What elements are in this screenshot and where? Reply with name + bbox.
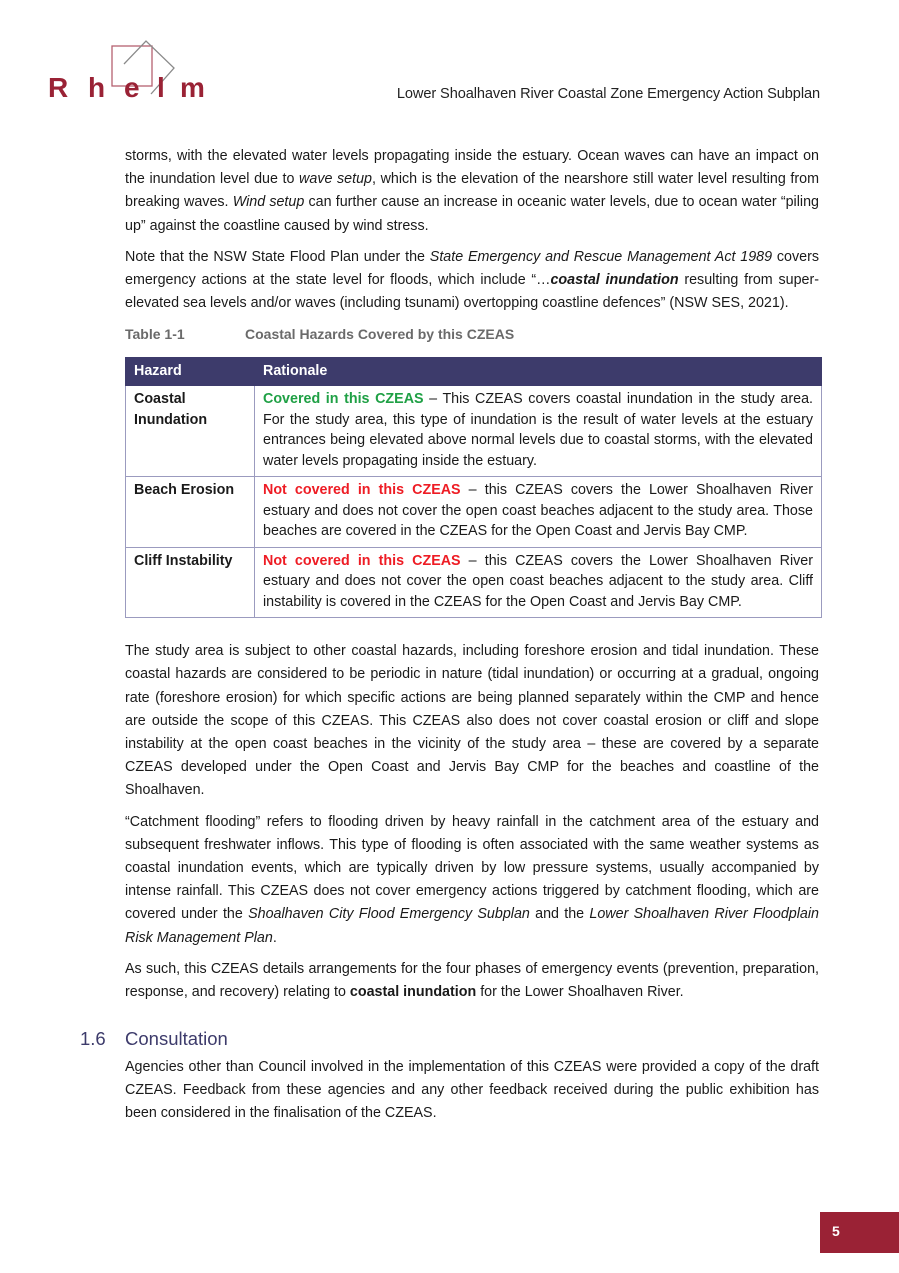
paragraph-wave-setup: storms, with the elevated water levels propagating inside the estuary. Ocean waves can have an impact on the inundation level due to wave setup, which is the elevation of the nearshore still water level resulting from breaking waves. Wind setup can further cause an increase in oceanic water levels, due to ocean water “piling up” against the coastline caused by wind stress. — [125, 148, 819, 234]
section-title: Consultation — [125, 1028, 228, 1049]
svg-text:e: e — [124, 72, 140, 103]
table-caption — [125, 323, 819, 346]
svg-text:h: h — [88, 72, 106, 103]
table-row — [126, 547, 822, 618]
rationale-cell: Not covered in this CZEAS – this CZEAS covers the Lower Shoalhaven River estuary and does not cover the open coast beaches adjacent to the study area. Those beaches are covered in the CZEAS for the Open Coast and Jervis Bay CMP. — [255, 477, 822, 548]
table-row — [126, 386, 822, 477]
hazard-cell: Coastal Inundation — [126, 386, 255, 477]
table-header-row — [126, 357, 822, 386]
svg-text:R: R — [48, 72, 69, 103]
hazard-cell: Cliff Instability — [126, 547, 255, 618]
table-number: Table 1-1 — [125, 326, 185, 343]
section-heading-consultation — [80, 1028, 228, 1050]
page-content — [125, 145, 819, 1012]
document-header-title: Lower Shoalhaven River Coastal Zone Emergency Action Subplan — [396, 86, 820, 102]
rationale-cell: Covered in this CZEAS – This CZEAS covers coastal inundation in the study area. For the study area, this type of inundation is the result of water levels at the estuary entrances being elevated above normal levels due to coastal storms, with the elevated water levels propagating inside the estuary. — [255, 386, 822, 477]
table-title: Coastal Hazards Covered by this CZEAS — [245, 326, 515, 343]
hazard-cell: Beach Erosion — [126, 477, 255, 548]
column-header-rationale: Rationale — [255, 357, 822, 386]
rationale-cell: Not covered in this CZEAS – this CZEAS covers the Lower Shoalhaven River estuary and does not cover the open coast beaches adjacent to the study area. Cliff instability is covered in the CZEAS for the Open Coast and Jervis Bay CMP. — [255, 547, 822, 618]
hazards-table — [125, 357, 822, 619]
paragraph-catchment-flooding: “Catchment flooding” refers to flooding driven by heavy rainfall in the catchment area of the estuary and subsequent freshwater inflows. This type of flooding is often associated with the same weather systems as coastal inundation events, which are typically driven by low pressure systems, usually accompanied by intense rainfall. This CZEAS does not cover emergency actions triggered by catchment flooding, which are covered under the Shoalhaven City Flood Emergency Subplan and the Lower Shoalhaven River Floodplain Risk Management Plan. — [125, 813, 819, 946]
status-covered: Covered in this CZEAS — [263, 391, 424, 408]
paragraph-arrangements: As such, this CZEAS details arrangements for the four phases of emergency events (prevention, preparation, response, and recovery) relating to coastal inundation for the Lower Shoalhaven River. — [125, 960, 819, 1000]
paragraph-other-hazards: The study area is subject to other coastal hazards, including foreshore erosion and tidal inundation. These coastal hazards are considered to be periodic in nature (tidal inundation) or occurring at a gradual, ongoing rate (foreshore erosion) for which specific actions are being planned separately within the CMP and hence are outside the scope of this CZEAS. This CZEAS also does not cover coastal erosion or cliff and slope instability at the open coast beaches in the vicinity of the study area – these are covered by a separate CZEAS developed under the Open Coast and Jervis Bay CMP for the beaches and coastline of the Shoalhaven. — [125, 643, 819, 799]
paragraph-state-flood-plan: Note that the NSW State Flood Plan under the State Emergency and Rescue Management Act 1989 covers emergency actions at the state level for floods, which include “…coastal inundation resulting from super-elevated sea levels and/or waves (including tsunami) overtopping coastline defences” (NSW SES, 2021). — [125, 248, 819, 312]
status-not-covered: Not covered in this CZEAS — [263, 552, 461, 569]
table-row — [126, 477, 822, 548]
page-number-badge: 5 — [820, 1212, 899, 1253]
section-number: 1.6 — [80, 1028, 106, 1049]
paragraph-consultation: Agencies other than Council involved in the implementation of this CZEAS were provided a copy of the draft CZEAS. Feedback from these agencies and any other feedback received during the public exhibition has been considered in the finalisation of the CZEAS. — [125, 1059, 819, 1122]
svg-text:l: l — [157, 72, 165, 103]
svg-text:m: m — [180, 72, 205, 103]
column-header-hazard: Hazard — [126, 357, 255, 386]
status-not-covered: Not covered in this CZEAS — [263, 482, 461, 499]
